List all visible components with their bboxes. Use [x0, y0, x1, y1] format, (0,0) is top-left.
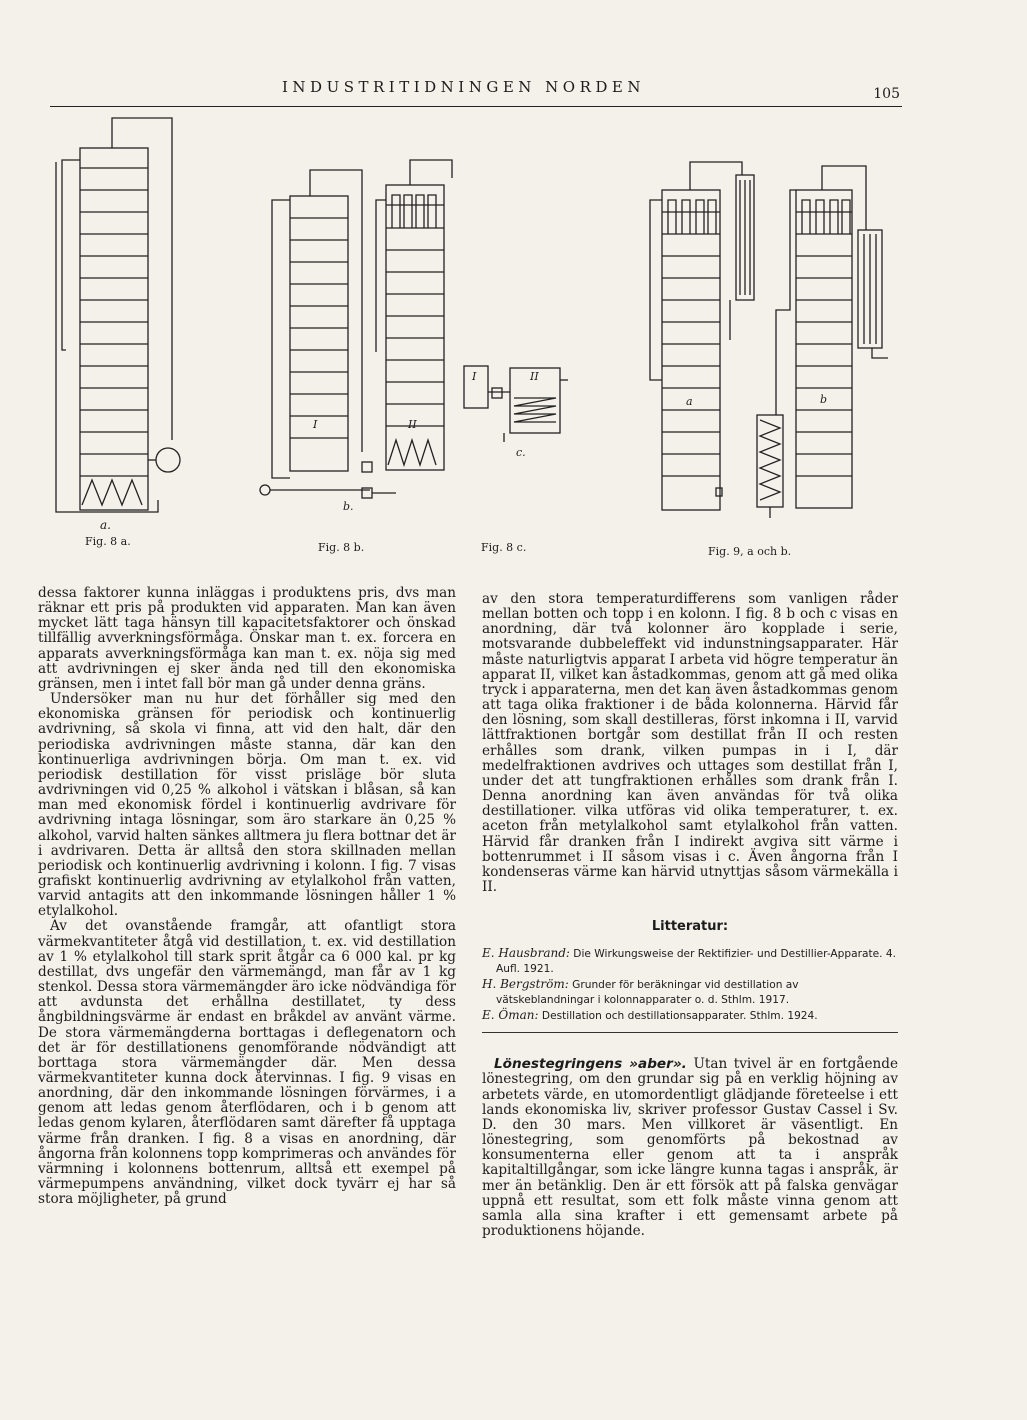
page-number: 105: [873, 86, 900, 102]
fig-9-label-a: a: [686, 395, 693, 408]
left-column: [38, 586, 456, 1207]
literature-item: [482, 946, 898, 977]
fig-8b-columns: [260, 160, 452, 498]
figures-illustration: [0, 0, 1027, 580]
literature-title: Litteratur:: [651, 919, 729, 935]
literature-item: [482, 1008, 898, 1024]
fig-8c-detail: [464, 366, 568, 442]
fig-8a-column: [56, 118, 180, 512]
literature-author: E. Öman:: [482, 1008, 539, 1023]
fig-8c-label-roman2: II: [530, 370, 539, 383]
fig-8b-label-roman2: II: [408, 418, 417, 431]
literature-text: Destillation och destillationsapparater. Sthlm. 1924.: [541, 1010, 818, 1023]
fig-9a-column: [650, 162, 754, 510]
caption-fig-8a: Fig. 8 a.: [85, 535, 131, 548]
fig-9b-column: [757, 166, 888, 518]
fig-8b-label-roman1: I: [313, 418, 318, 431]
literature-item: [482, 977, 898, 1008]
fig-8c-label-roman1: I: [472, 370, 477, 383]
caption-fig-9: Fig. 9, a och b.: [708, 545, 792, 558]
right-column: [482, 592, 898, 1239]
article-lead: Lönestegringens »aber».: [494, 1056, 687, 1073]
paragraph: dessa faktorer kunna inläggas i produktens pris, dvs man räknar ett pris på produkten vid apparaten. Man kan även mycket lätt taga hänsyn till kapacitetsfaktorer och önskad tillfällig avverkningsförmåga. Önskar man t. ex. forcera en apparats avverkningsförmåga kan man t. ex. nöja sig med att avdrivningen ej sker ända ned till den ekonomiska gränsen, men i intet fall bör man gå under denna gräns.: [38, 585, 456, 692]
article-paragraph: [482, 1057, 898, 1239]
fig-8c-label: c.: [516, 446, 526, 459]
fig-8a-label: a.: [100, 518, 111, 532]
article-text: Utan tvivel är en fortgående lönestegring, om den grundar sig på en verklig höjning av arbetets värde, en utomordentligt glädjande företeelse i ett lands ekonomiska liv, skriver professor Gustav Cassel i Sv. D. den 30 mars. Men villkoret är väsentligt. En lönestegring, som genomförts på bekostnad av konsumenterna eller genom att ta i anspråk kapitaltillgångar, som icke längre kunna tagas i anspråk, är mer än betänklig. Den är ett försök att på falska genvägar uppnå ett resultat, som ett folk måste vinna genom att samla alla sina krafter i ett gemensamt arbete på produktionens höjande.: [482, 1056, 899, 1239]
literature-author: E. Hausbrand:: [482, 946, 570, 961]
fig-8b-label: b.: [343, 500, 354, 513]
paragraph: Av det ovanstående framgår, att ofantligt stora värmekvantiteter åtgå vid destillation, t. ex. vid destillation av 1 % etylalkohol till stark sprit åtgår ca 6 000 kal. pr kg destillat, dvs ungefär den värmemängd, man får av 1 kg stenkol. Dessa stora värmemängder äro icke nödvändiga för att avdunsta det erhållna destillatet, ty dess ångbildningsvärme är endast en bråkdel av använt värme. De stora värmemängderna borttagas i deflegenatorn och det är för destillationens genomförande nödvändigt att borttaga stora värmemängder där. Men dessa värmekvantiteter kunna dock återvinnas. I fig. 9 visas en anordning, där den inkommande lösningen förvärmes, i a genom att ledas genom återflödaren, och i b genom att ledas genom kylaren, återflödaren samt därefter få upptaga värme från dranken. I fig. 8 a visas en anordning, där ångorna från kolonnens topp komprimeras och användes för värmning i kolonnens bottenrum, alltså ett exempel på värmepumpens användning, vilket dock tyvärr ej har så stora möjligheter, på grund: [38, 918, 456, 1208]
literature-text: Grunder för beräkningar vid destillation av vätskeblandningar i kolonnapparater o. d. Sthlm. 1917.: [496, 979, 799, 1007]
literature-text: Die Wirkungsweise der Rektifizier- und Destillier-Apparate. 4. Aufl. 1921.: [496, 948, 896, 976]
journal-title: INDUSTRITIDNINGEN NORDEN: [282, 78, 645, 96]
fig-9-label-b: b: [820, 393, 828, 406]
caption-fig-8b: Fig. 8 b.: [318, 541, 365, 554]
section-divider: [482, 1032, 898, 1033]
paragraph: Undersöker man nu hur det förhåller sig med den ekonomiska gränsen för periodisk och kontinuerlig avdrivning, så skola vi finna, att vid den halt, där den periodiska avdrivningen måste stanna, där kan den kontinuerliga avdrivningen börja. Om man t. ex. vid periodisk destillation för visst prisläge bör sluta avdrivningen vid 0,25 % alkohol i vätskan i blåsan, så kan man med ekonomisk fördel i kontinuerlig avdrivare för avdrivning intaga lösningar, som äro starkare än 0,25 % alkohol, varvid halten sänkes alltmera ju flera bottnar det är i avdrivaren. Detta är alltså den stora skillnaden mellan periodisk och kontinuerlig avdrivning i kolonn. I fig. 7 visas grafiskt kontinuerlig avdrivning av etylalkohol från vatten, varvid antagits att den inkommande lösningen håller 1 % etylalkohol.: [38, 691, 456, 920]
paragraph: av den stora temperaturdifferens som vanligen råder mellan botten och topp i en kolonn. I fig. 8 b och c visas en anordning, där två kolonner äro kopplade i serie, motsvarande dubbeleffekt vid indunstningsapparater. Här måste naturligtvis apparat I arbeta vid högre temperatur än apparat II, vilket kan åstadkommas, genom att gå med olika tryck i apparaterna, men det kan även åstadkommas genom att taga olika fraktioner i de båda kolonnerna. Härvid får den lösning, som skall destilleras, först inkomna i II, varvid lättfraktionen bortgår som destillat från II och resten erhålles som drank, vilken pumpas in i I, där medelfraktionen avdrives och uttages som destillat från I, under det att tungfraktionen erhålles som drank från I. Denna anordning kan även användas för två olika destillationer. vilka utföras vid olika temperaturer, t. ex. aceton från metylalkohol samt etylalkohol från vatten. Härvid får dranken från I indirekt avgiva sitt värme i bottenrummet i II såsom visas i c. Även ångorna från I kondenseras värme kan härvid utnyttjas såsom värmekälla i II.: [482, 591, 898, 895]
literature-author: H. Bergström:: [482, 977, 569, 992]
caption-fig-8c: Fig. 8 c.: [481, 541, 527, 554]
